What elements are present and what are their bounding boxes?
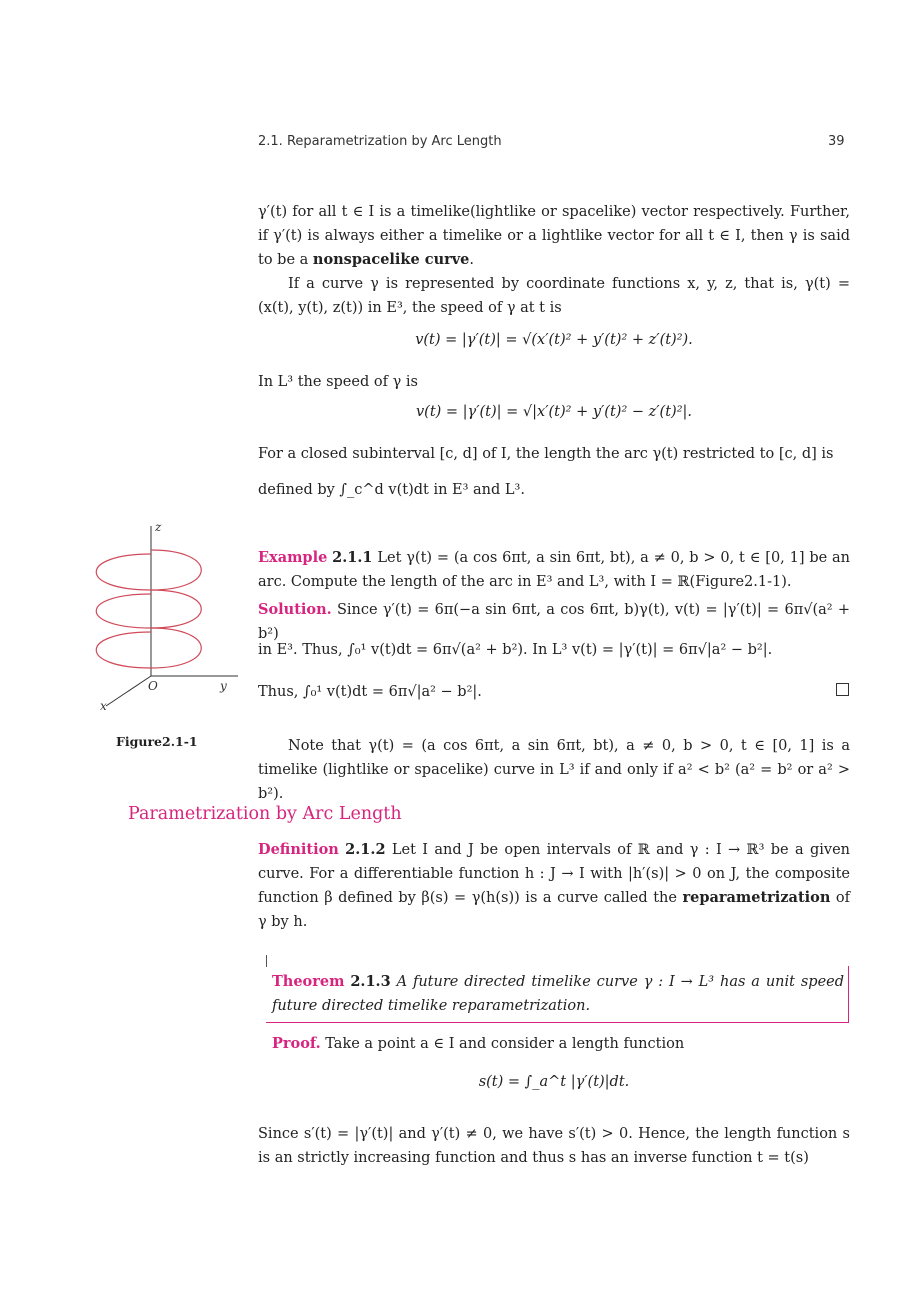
helix-figure	[78, 520, 258, 720]
solution-line-3: Thus, ∫₀¹ v(t)dt = 6π√|a² − b²|.	[258, 684, 482, 700]
note-paragraph: Note that γ(t) = (a cos 6πt, a sin 6πt, bt), a ≠ 0, b > 0, t ∈ [0, 1] is a timelike (lightlike or spacelike) curve in L³ if and only if a² < b² (a² = b² or a² > b²).	[258, 738, 850, 802]
term-nonspacelike: nonspacelike curve	[312, 251, 470, 268]
definition-block	[258, 838, 850, 934]
axis-label-y: y	[220, 679, 227, 693]
paragraph-arc-length: For a closed subinterval [c, d] of I, the length the arc γ(t) restricted to [c, d] is	[258, 446, 834, 462]
term-reparametrization: reparametrization	[682, 889, 831, 906]
axis-label-z: z	[155, 520, 162, 534]
example-number: 2.1.1	[332, 549, 373, 566]
definition-text: Let I and J be open intervals of ℝ and γ : I → ℝ³ be a given curve. For a differentiable function h : J → I with |h′(s)| > 0 on J, the composite function β defined by β(s) = γ(h(s)) is a curve called the	[258, 842, 851, 906]
solution-label: Solution.	[258, 601, 332, 618]
running-header: 2.1. Reparametrization by Arc Length	[258, 134, 502, 149]
qed-box	[836, 683, 849, 696]
paragraph-timelike	[258, 200, 850, 272]
example-text: Let γ(t) = (a cos 6πt, a sin 6πt, bt), a ≠ 0, b > 0, t ∈ [0, 1] be an arc. Compute the length of the arc in E³ and L³, with I = ℝ(Figure2.1-1).	[258, 550, 851, 590]
proof-text: Take a point a ∈ I and consider a length function	[325, 1036, 685, 1052]
paragraph-speed-e3: If a curve γ is represented by coordinate functions x, y, z, that is, γ(t) = (x(t), y(t), z(t)) in E³, the speed of γ at t is	[258, 276, 850, 316]
proof-continuation: Since s′(t) = |γ′(t)| and γ′(t) ≠ 0, we have s′(t) > 0. Hence, the length function s is an strictly increasing function and thus s has an inverse function t = t(s)	[258, 1126, 850, 1166]
definition-end: of γ by h.	[258, 890, 851, 930]
figure-caption: Figure2.1-1	[116, 734, 198, 749]
example-block	[258, 546, 850, 594]
x-axis	[106, 676, 151, 706]
equation-length-function: s(t) = ∫_a^t |γ′(t)|dt.	[478, 1074, 630, 1090]
theorem-number: 2.1.3	[350, 973, 391, 990]
axes	[106, 526, 238, 706]
paragraph-text: γ′(t) for all t ∈ I is a timelike(lightlike or spacelike) vector respectively. Further, if γ′(t) is always either a timelike or a lightlike vector for all t ∈ I, then γ is said to be a	[258, 204, 850, 268]
proof-label: Proof.	[272, 1035, 321, 1052]
solution-line-2: in E³. Thus, ∫₀¹ v(t)dt = 6π√(a² + b²). In L³ v(t) = |γ′(t)| = 6π√|a² − b²|.	[258, 642, 773, 658]
definition-label: Definition	[258, 841, 339, 858]
solution-line-1: Since γ′(t) = 6π(−a sin 6πt, a cos 6πt, b)γ(t), v(t) = |γ′(t)| = 6π√(a² + b²)	[258, 602, 850, 642]
theorem-block	[272, 970, 844, 1018]
paragraph-arc-length-defined: defined by ∫_c^d v(t)dt in E³ and L³.	[258, 482, 525, 498]
axis-label-x: x	[100, 699, 107, 713]
paragraph-speed-l3: In L³ the speed of γ is	[258, 374, 418, 390]
theorem-label: Theorem	[272, 973, 345, 990]
helix-curve	[96, 550, 201, 668]
equation-speed-e3: v(t) = |γ′(t)| = √(x′(t)² + y′(t)² + z′(t)²).	[415, 332, 693, 348]
example-label: Example	[258, 549, 328, 566]
proof-block	[272, 1032, 850, 1056]
section-title: Parametrization by Arc Length	[128, 804, 402, 824]
definition-number: 2.1.2	[345, 841, 386, 858]
page-number: 39	[828, 134, 845, 149]
origin-label: O	[148, 679, 158, 693]
paragraph-end: .	[469, 252, 475, 268]
theorem-text: A future directed timelike curve γ : I → L³ has a unit speed future directed timelike reparametrization.	[272, 974, 845, 1014]
equation-speed-l3: v(t) = |γ′(t)| = √|x′(t)² + y′(t)² − z′(t)²|.	[415, 404, 693, 420]
